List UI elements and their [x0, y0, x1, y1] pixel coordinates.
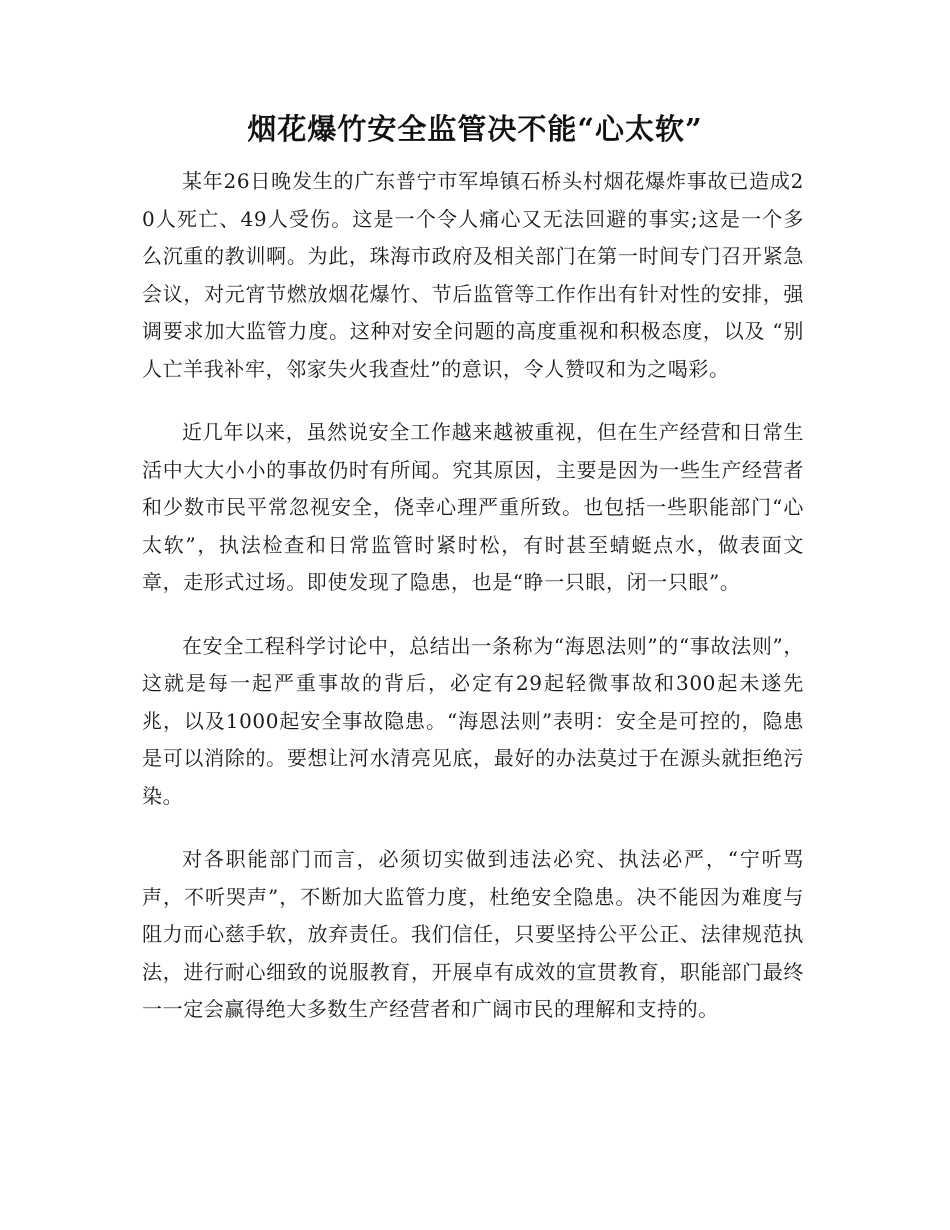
paragraph-1: 某年26日晚发生的广东普宁市军埠镇石桥头村烟花爆炸事故已造成20人死亡、49人受伤。这是一个令人痛心又无法回避的事实;这是一个多么沉重的教训啊。为此，珠海市政府及相关部门在第一时间专门召开紧急会议，对元宵节燃放烟花爆竹、节后监管等工作作出有针对性的安排，强调要求加大监管力度。这种对安全问题的高度重视和积极态度，以及 “别人亡羊我补牢，邻家失火我查灶”的意识，令人赞叹和为之喝彩。	[142, 169, 804, 381]
document-title: 烟花爆竹安全监管决不能“心太软”	[247, 112, 703, 146]
paragraph-2: 近几年以来，虽然说安全工作越来越被重视，但在生产经营和日常生活中大大小小的事故仍时有所闻。究其原因，主要是因为一些生产经营者和少数市民平常忽视安全，侥幸心理严重所致。也包括一些职能部门“心太软”，执法检查和日常监管时紧时松，有时甚至蜻蜓点水，做表面文章，走形式过场。即使发现了隐患，也是“睁一只眼，闭一只眼”。	[142, 420, 804, 594]
document-body	[142, 163, 804, 1055]
paragraph-3: 在安全工程科学讨论中，总结出一条称为“海恩法则”的“事故法则”，这就是每一起严重事故的背后，必定有29起轻微事故和300起未遂先兆，以及1000起安全事故隐患。“海恩法则”表明：安全是可控的，隐患是可以消除的。要想让河水清亮见底，最好的办法莫过于在源头就拒绝污染。	[142, 633, 804, 808]
paragraph-4: 对各职能部门而言，必须切实做到违法必究、执法必严，“宁听骂声，不听哭声”，不断加大监管力度，杜绝安全隐患。决不能因为难度与阻力而心慈手软，放弃责任。我们信任，只要坚持公平公正、法律规范执法，进行耐心细致的说服教育，开展卓有成效的宣贯教育，职能部门最终一一定会赢得绝大多数生产经营者和广阔市民的理解和支持的。	[142, 847, 804, 1021]
